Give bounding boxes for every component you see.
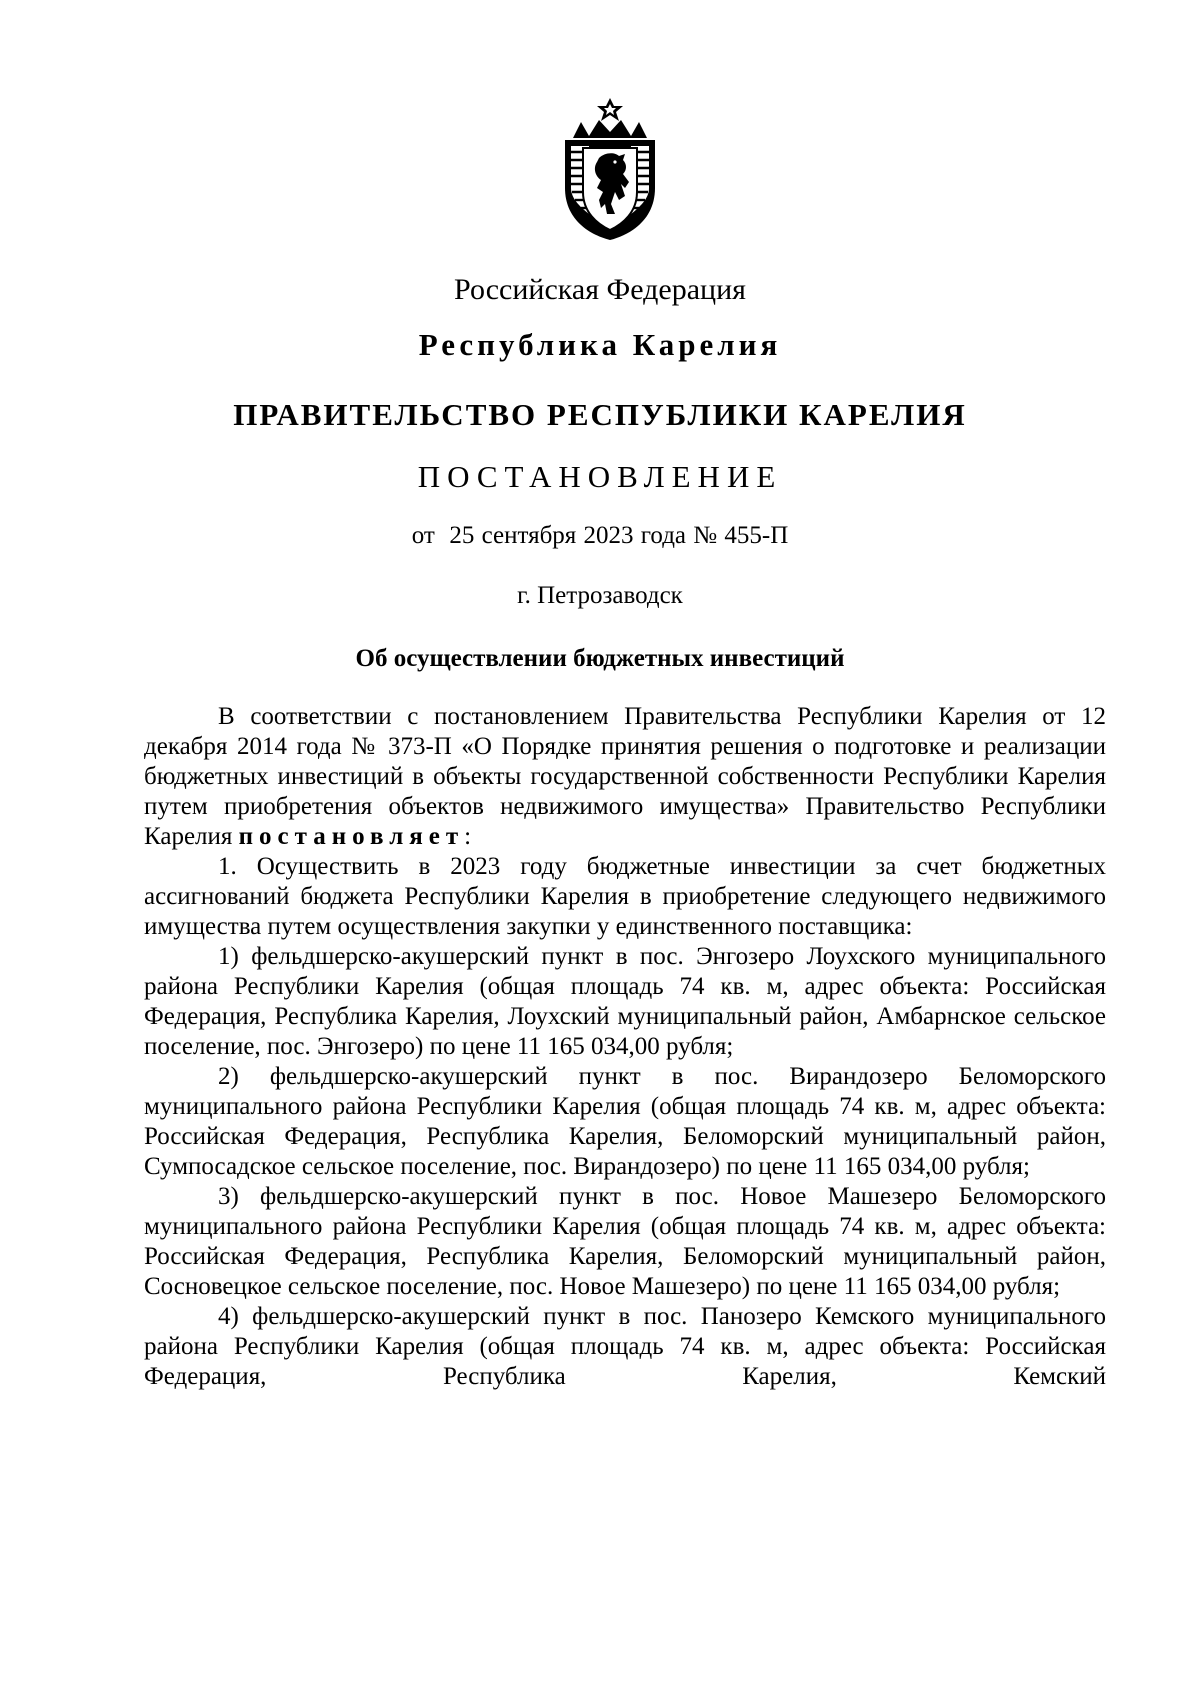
- document-date-number: от 25 сентября 2023 года № 455-П: [411, 522, 789, 549]
- subitem-2: 2) фельдшерско-акушерский пункт в пос. Вирандозеро Беломорского муниципального района Республики Карелия (общая площадь 74 кв. м, адрес объекта: Российская Федерация, Республика Карелия, Беломорский муниципальный район, Сумпосадское сельское поселение, пос. Вирандозеро) по цене 11 165 034,00 рубля;: [144, 1063, 1106, 1180]
- document-body: [144, 702, 1106, 1392]
- document-city: г. Петрозаводск: [517, 582, 683, 609]
- paragraph-item-1: 1. Осуществить в 2023 году бюджетные инвестиции за счет бюджетных ассигнований бюджета Республики Карелия в приобретение следующего недвижимого имущества путем осуществления закупки у единственного поставщика:: [144, 853, 1106, 940]
- country-name: Российская Федерация: [454, 273, 746, 306]
- government-name: ПРАВИТЕЛЬСТВО РЕСПУБЛИКИ КАРЕЛИЯ: [233, 397, 967, 432]
- resolves-word: постановляет: [238, 823, 465, 850]
- star-icon: [597, 98, 623, 121]
- preamble-paragraph: [144, 702, 1106, 852]
- subitem-4: 4) фельдшерско-акушерский пункт в пос. Панозеро Кемского муниципального района Республики Карелия (общая площадь 74 кв. м, адрес объекта: Российская Федерация, Республика Карелия, Кемский: [144, 1303, 1106, 1390]
- subitem-3: 3) фельдшерско-акушерский пункт в пос. Новое Машезеро Беломорского муниципального района Республики Карелия (общая площадь 74 кв. м, адрес объекта: Российская Федерация, Республика Карелия, Беломорский муниципальный район, Сосновецкое сельское поселение, пос. Новое Машезеро) по цене 11 165 034,00 рубля;: [144, 1183, 1106, 1300]
- document-title: Об осуществлении бюджетных инвестиций: [355, 645, 845, 672]
- preamble-end: :: [464, 823, 472, 850]
- republic-name: Республика Карелия: [418, 327, 782, 362]
- coat-of-arms-emblem: [559, 96, 661, 242]
- subitem-1: 1) фельдшерско-акушерский пункт в пос. Энгозеро Лоухского муниципального района Республики Карелия (общая площадь 74 кв. м, адрес объекта: Российская Федерация, Республика Карелия, Лоухский муниципальный район, Амбарнское сельское поселение, пос. Энгозеро) по цене 11 165 034,00 рубля;: [144, 943, 1106, 1060]
- document-type: ПОСТАНОВЛЕНИЕ: [417, 459, 783, 494]
- preamble-text: В соответствии с постановлением Правительства Республики Карелия от 12 декабря 2014 года № 373-П «О Порядке принятия решения о подготовке и реализации бюджетных инвестиций в объекты государственной собственности Республики Карелия путем приобретения объектов недвижимого имущества» Правительство Республики Карелия: [144, 703, 1106, 850]
